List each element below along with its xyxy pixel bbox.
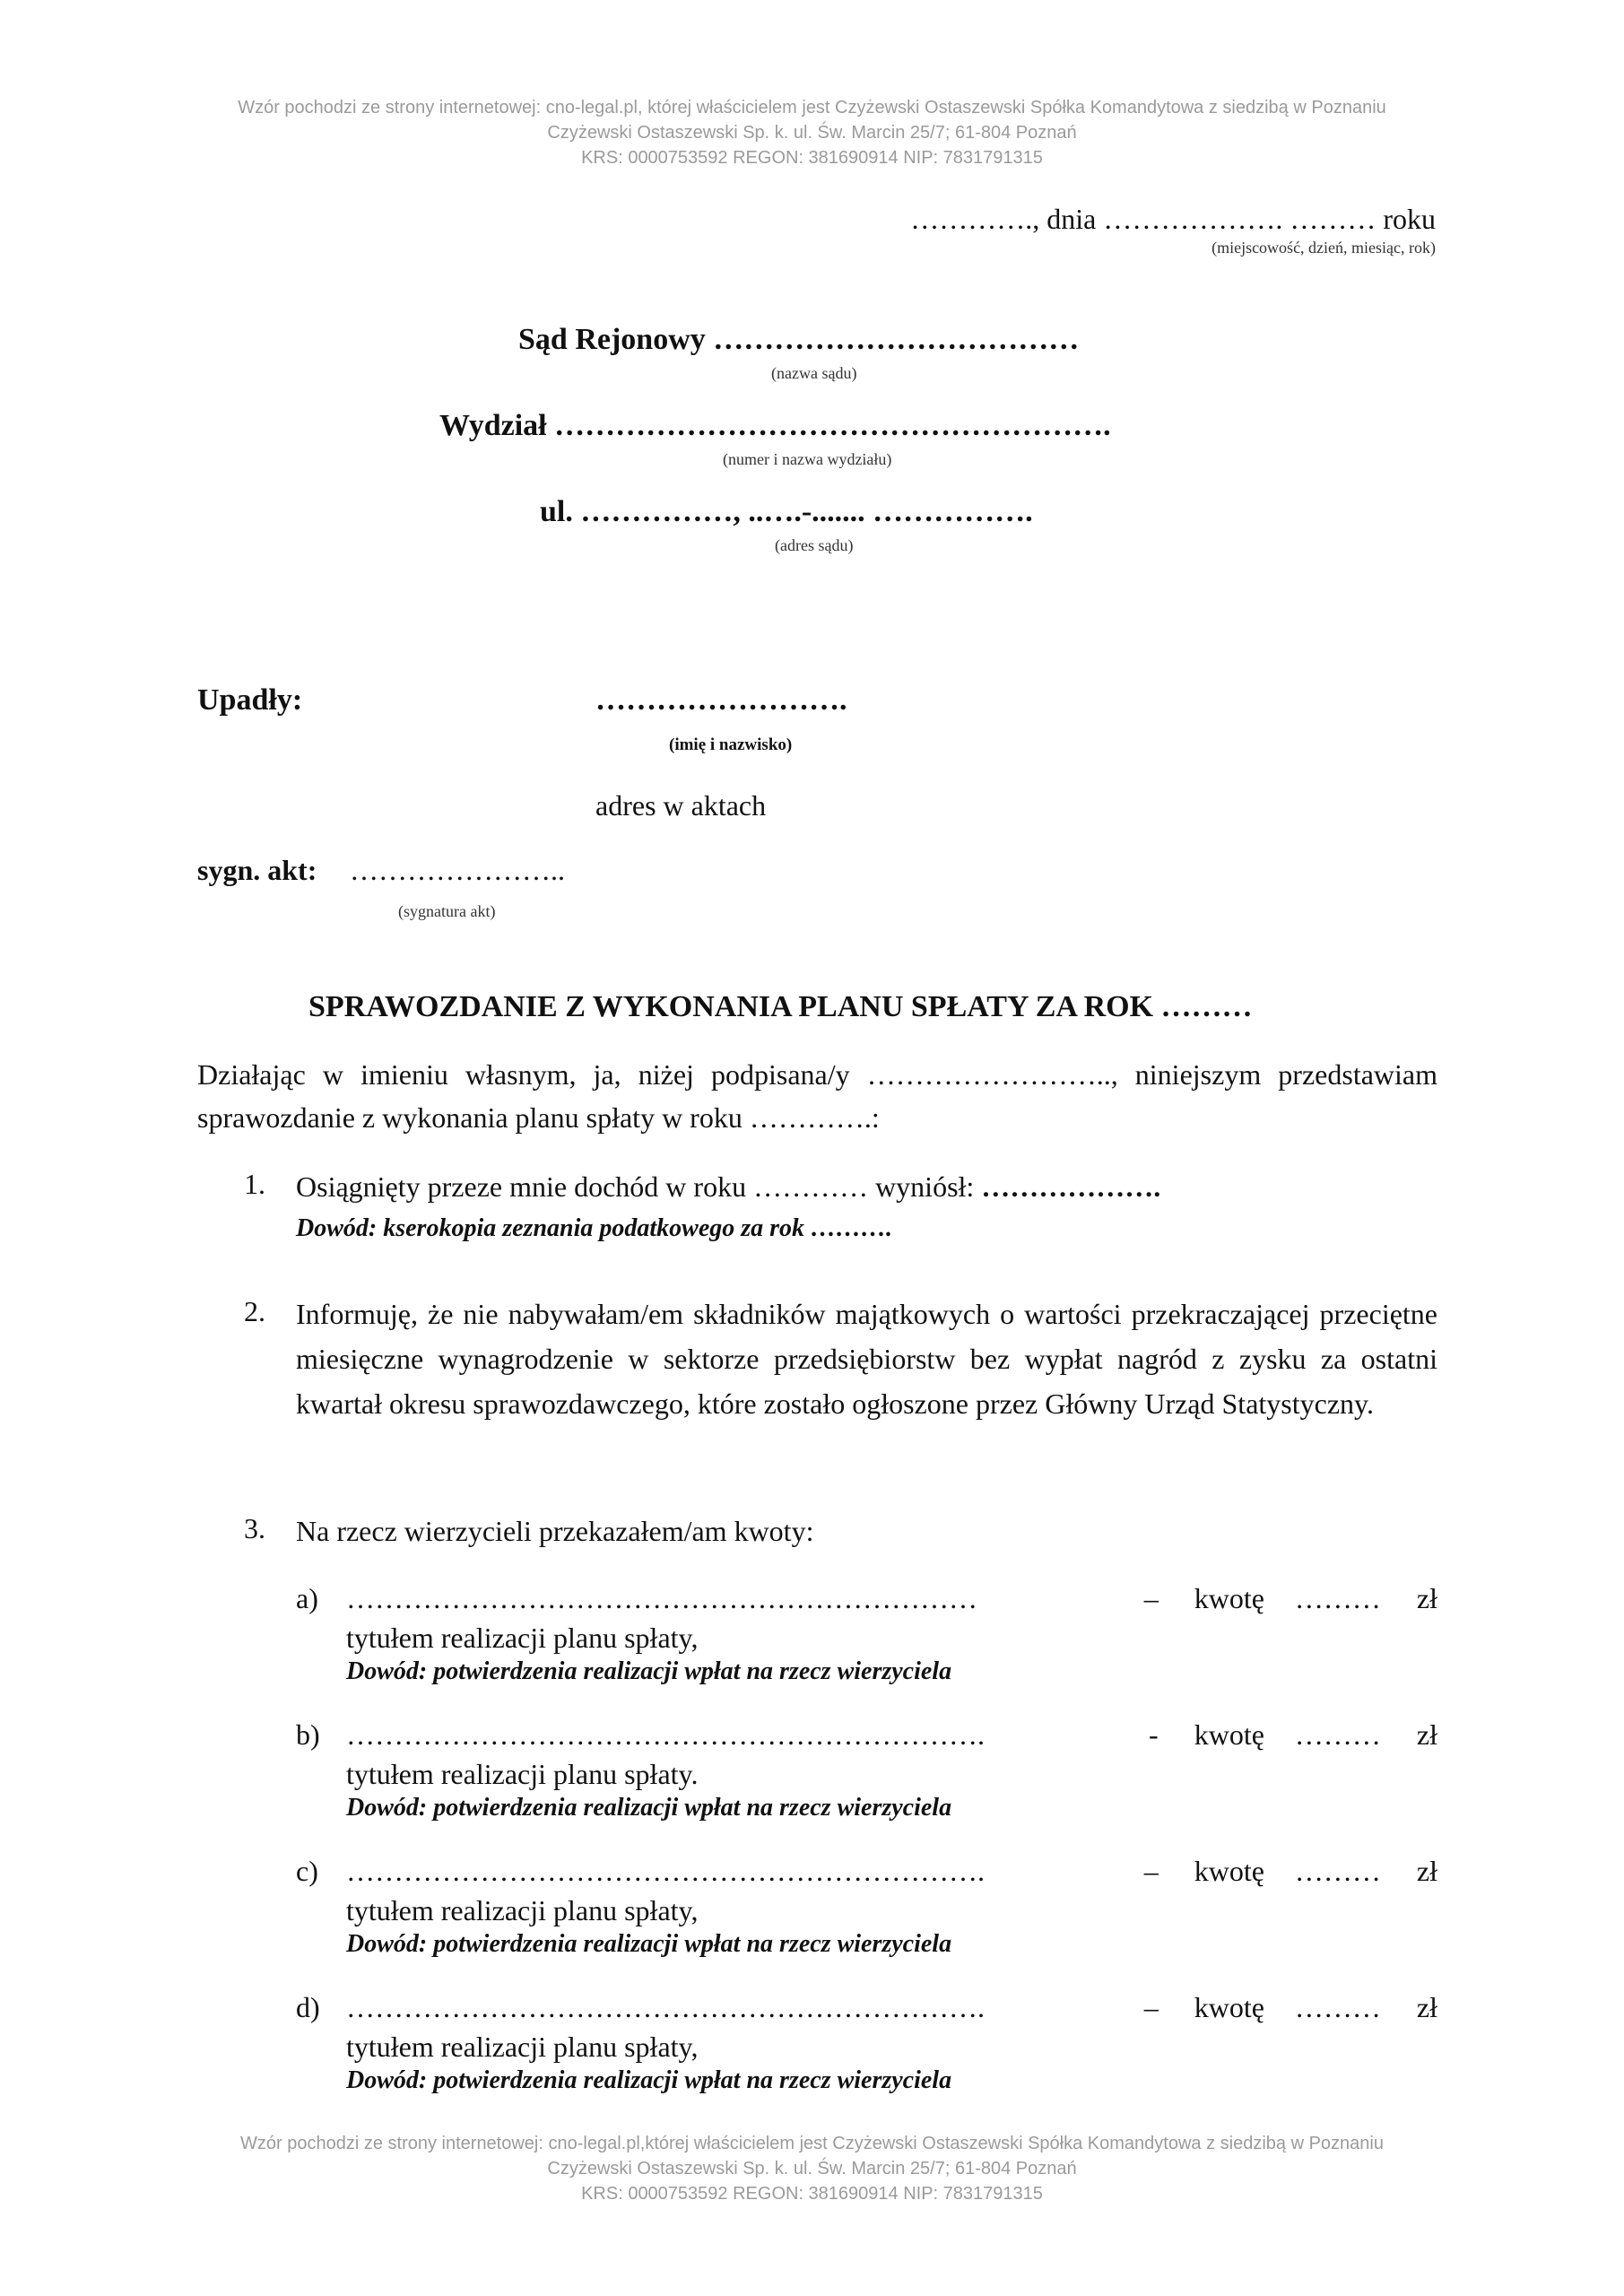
court-name-caption: (nazwa sądu) bbox=[771, 364, 857, 382]
payment-d-currency: zł bbox=[1416, 1991, 1437, 2023]
payment-b-letter: b) bbox=[296, 1718, 320, 1751]
payment-d-kwote: kwotę bbox=[1194, 1991, 1264, 2023]
payment-b-amount: ……… bbox=[1294, 1718, 1381, 1751]
court-department-line: Wydział ………………………………………………. bbox=[439, 409, 1111, 442]
header-line-3: KRS: 0000753592 REGON: 381690914 NIP: 7831791315 bbox=[581, 148, 1043, 168]
case-number-value: ………………….. bbox=[350, 854, 565, 886]
item-3-number: 3. bbox=[244, 1512, 265, 1544]
item-1-number: 1. bbox=[244, 1168, 265, 1200]
date-place-caption: (miejscowość, dzień, miesiąc, rok) bbox=[1211, 239, 1436, 257]
payment-c-evidence: Dowód: potwierdzenia realizacji wpłat na rzecz wierzyciela bbox=[346, 1930, 952, 1958]
payment-d-amount: ……… bbox=[1294, 1991, 1381, 2023]
payment-c-kwote: kwotę bbox=[1194, 1855, 1264, 1887]
payment-a-title: tytułem realizacji planu spłaty, bbox=[346, 1622, 699, 1654]
court-address-caption: (adres sądu) bbox=[775, 536, 854, 554]
case-number-caption: (sygnatura akt) bbox=[398, 902, 496, 920]
payment-c-dash: – bbox=[1143, 1855, 1159, 1887]
payment-d-evidence: Dowód: potwierdzenia realizacji wpłat na rzecz wierzyciela bbox=[346, 2066, 952, 2094]
case-number-label: sygn. akt: bbox=[197, 854, 317, 886]
payment-a-kwote: kwotę bbox=[1194, 1582, 1264, 1614]
payment-a-amount: ……… bbox=[1294, 1582, 1381, 1614]
header-line-2: Czyżewski Ostaszewski Sp. k. ul. Św. Marcin 25/7; 61-804 Poznań bbox=[547, 123, 1077, 143]
item-2-text: Informuję, że nie nabywałam/em składników majątkowych o wartości przekraczającej przeciętne miesięczne wynagrodzenie w sektorze przedsiębiorstw bez wypłat nagród z zysku za ostatni kwartał okresu sprawozdawczego, które zostało ogłoszone przez Główny Urząd Statystyczny. bbox=[296, 1298, 1437, 1420]
item-1 bbox=[296, 1164, 1437, 1209]
header-line-1: Wzór pochodzi ze strony internetowej: cno-legal.pl, której właścicielem jest Czyżewski Ostaszewski Spółka Komandytowa z siedzibą w Poznaniu bbox=[238, 98, 1386, 117]
payment-c-title: tytułem realizacji planu spłaty, bbox=[346, 1894, 699, 1926]
court-address-line: ul. ……………, ..….-....... ……………. bbox=[540, 495, 1033, 528]
payment-b-currency: zł bbox=[1416, 1718, 1437, 1751]
item-1-text: Osiągnięty przeze mnie dochód w roku ………… wyniósł: bbox=[296, 1170, 975, 1203]
payment-d-dash: – bbox=[1143, 1991, 1159, 2023]
bankrupt-address: adres w aktach bbox=[595, 789, 767, 822]
payment-b-creditor: …………………………………………………………. bbox=[346, 1718, 985, 1751]
bankrupt-name-value: ……………………. bbox=[595, 683, 847, 717]
item-1-evidence: Dowód: kserokopia zeznania podatkowego za rok ………. bbox=[296, 1214, 893, 1242]
footer-line-2: Czyżewski Ostaszewski Sp. k. ul. Św. Marcin 25/7; 61-804 Poznań bbox=[547, 2159, 1077, 2179]
payment-c-letter: c) bbox=[296, 1855, 318, 1887]
page-footer bbox=[0, 2131, 1624, 2206]
payment-b-title: tytułem realizacji planu spłaty. bbox=[346, 1758, 699, 1790]
item-2-number: 2. bbox=[244, 1295, 265, 1327]
payment-d-letter: d) bbox=[296, 1991, 320, 2023]
payment-a-letter: a) bbox=[296, 1582, 318, 1614]
payment-d-title: tytułem realizacji planu spłaty, bbox=[346, 2031, 699, 2063]
court-department-caption: (numer i nazwa wydziału) bbox=[723, 450, 892, 468]
footer-line-3: KRS: 0000753592 REGON: 381690914 NIP: 7831791315 bbox=[581, 2184, 1043, 2204]
page-header bbox=[0, 95, 1624, 170]
payment-c-currency: zł bbox=[1416, 1855, 1437, 1887]
payment-c-creditor: …………………………………………………………. bbox=[346, 1855, 985, 1887]
payment-c-amount: ……… bbox=[1294, 1855, 1381, 1887]
footer-line-1: Wzór pochodzi ze strony internetowej: cno-legal.pl,której właścicielem jest Czyżewski Ostaszewski Spółka Komandytowa z siedzibą w Poznaniu bbox=[240, 2134, 1384, 2153]
payment-b-dash: - bbox=[1149, 1718, 1159, 1751]
payment-a-currency: zł bbox=[1416, 1582, 1437, 1614]
bankrupt-label: Upadły: bbox=[197, 683, 303, 717]
document-title: SPRAWOZDANIE Z WYKONANIA PLANU SPŁATY ZA ROK ……… bbox=[308, 990, 1253, 1023]
item-3-text: Na rzecz wierzycieli przekazałem/am kwoty: bbox=[296, 1515, 814, 1547]
payment-d-creditor: …………………………………………………………. bbox=[346, 1991, 985, 2023]
payment-a-creditor: ………………………………………………………… bbox=[346, 1582, 977, 1614]
payment-b-evidence: Dowód: potwierdzenia realizacji wpłat na rzecz wierzyciela bbox=[346, 1794, 952, 1822]
bankrupt-name-caption: (imię i nazwisko) bbox=[669, 735, 793, 754]
intro-paragraph: Działając w imieniu własnym, ja, niżej podpisana/y …………………….., niniejszym przedstawiam sprawozdanie z wykonania planu spłaty w roku ………….: bbox=[197, 1058, 1437, 1134]
item-1-value: ………………. bbox=[981, 1170, 1161, 1203]
court-name-line: Sąd Rejonowy ……………………………… bbox=[518, 323, 1080, 356]
date-place-line: …………., dnia ………………. ……… roku bbox=[910, 203, 1436, 235]
payment-a-evidence: Dowód: potwierdzenia realizacji wpłat na rzecz wierzyciela bbox=[346, 1657, 952, 1685]
payment-a-dash: – bbox=[1143, 1582, 1159, 1614]
payment-b-kwote: kwotę bbox=[1194, 1718, 1264, 1751]
